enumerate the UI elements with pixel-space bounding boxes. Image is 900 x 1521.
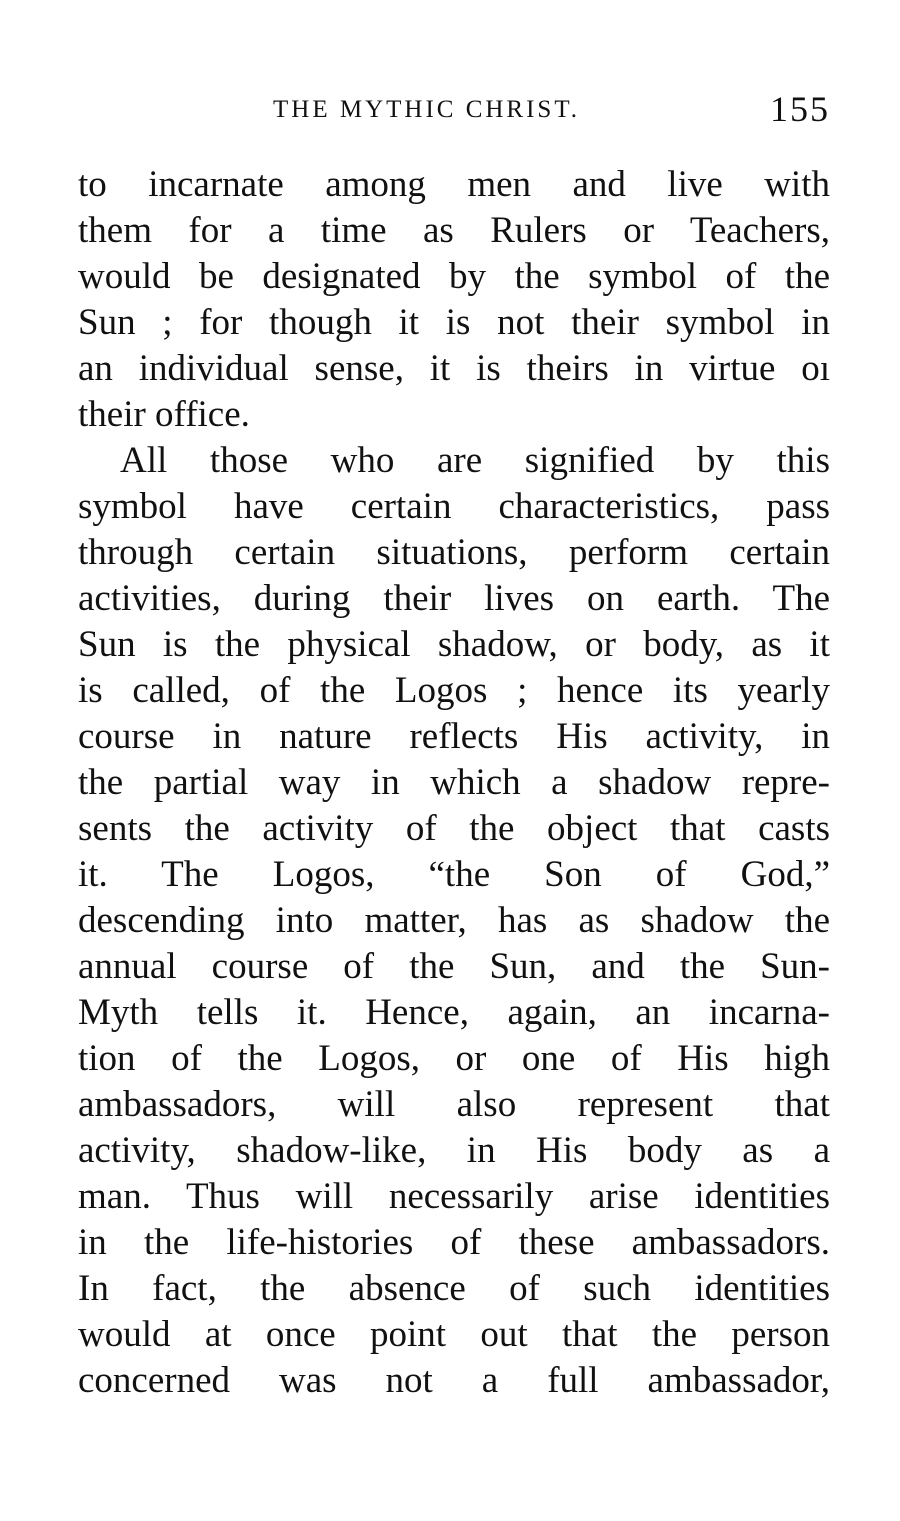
text-line: an individual sense, it is theirs in virtue oı xyxy=(78,348,830,389)
text-line: descending into matter, has as shadow the xyxy=(78,900,830,941)
text-line: annual course of the Sun, and the Sun- xyxy=(78,946,830,987)
text-line: activities, during their lives on earth. The xyxy=(78,578,830,619)
page-header xyxy=(78,88,830,138)
text-line: Sun ; for though it is not their symbol in xyxy=(78,302,830,343)
running-title: THE MYTHIC CHRIST. xyxy=(273,96,581,123)
body-text xyxy=(78,162,830,1404)
text-line: would be designated by the symbol of the xyxy=(78,256,830,297)
text-line: All those who are signified by this xyxy=(120,440,830,481)
text-line: the partial way in which a shadow repre- xyxy=(78,762,830,803)
text-line: through certain situations, perform certain xyxy=(78,532,830,573)
text-line: tion of the Logos, or one of His high xyxy=(78,1038,830,1079)
text-line: it. The Logos, “the Son of God,” xyxy=(78,854,830,895)
text-line: their office. xyxy=(78,394,250,435)
text-line: course in nature reflects His activity, in xyxy=(78,716,830,757)
text-line: symbol have certain characteristics, pass xyxy=(78,486,830,527)
text-line: concerned was not a full ambassador, xyxy=(78,1360,830,1401)
text-line: ambassadors, will also represent that xyxy=(78,1084,830,1125)
text-line: would at once point out that the person xyxy=(78,1314,830,1355)
text-line: man. Thus will necessarily arise identities xyxy=(78,1176,830,1217)
page-number: 155 xyxy=(770,89,830,129)
text-line: is called, of the Logos ; hence its yearly xyxy=(78,670,830,711)
text-line: activity, shadow-like, in His body as a xyxy=(78,1130,830,1171)
text-line: Sun is the physical shadow, or body, as it xyxy=(78,624,830,665)
text-line: in the life-histories of these ambassadors. xyxy=(78,1222,830,1263)
text-line: sents the activity of the object that casts xyxy=(78,808,830,849)
text-line: Myth tells it. Hence, again, an incarna- xyxy=(78,992,830,1033)
text-line: In fact, the absence of such identities xyxy=(78,1268,830,1309)
text-line: them for a time as Rulers or Teachers, xyxy=(78,210,830,251)
text-line: to incarnate among men and live with xyxy=(78,164,830,205)
